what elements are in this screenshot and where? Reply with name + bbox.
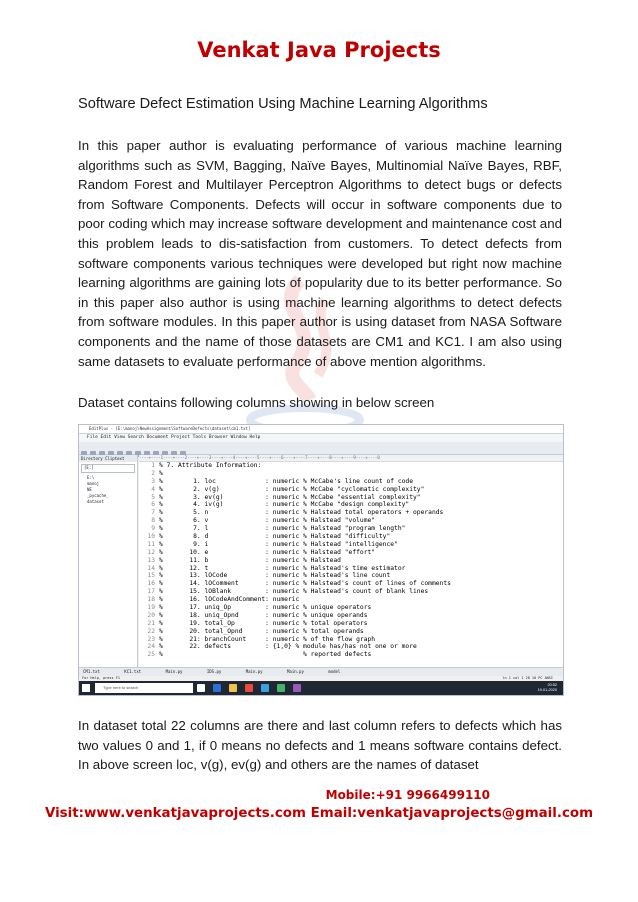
line-text: % 10. e : numeric % Halstead "effort"	[159, 548, 376, 556]
line-number: 19	[147, 604, 155, 612]
code-line	[139, 509, 563, 517]
code-line	[139, 533, 563, 541]
tree-item: E:\	[87, 475, 95, 480]
app-icon	[293, 684, 301, 692]
line-number: 3	[151, 477, 155, 485]
edge-icon	[213, 684, 221, 692]
code-line	[139, 501, 563, 509]
windows-start-icon	[82, 684, 90, 692]
line-number: 15	[147, 572, 155, 580]
panel-tabs: Directory Cliptext	[79, 455, 137, 462]
dataset-paragraph: In dataset total 22 columns are there and last column refers to defects which has two values 0 and 1, if 0 means no defects and 1 means software contains defect. In above screen loc, v(g), ev(g) and others are the names of dataset	[78, 718, 562, 773]
code-line	[139, 557, 563, 565]
line-text: % 14. lOComment : numeric % Halstead's count of lines of comments	[159, 580, 451, 588]
code-line	[139, 478, 563, 486]
line-text: % 12. t : numeric % Halstead's time estimator	[159, 564, 406, 572]
code-line	[139, 580, 563, 588]
tree-item: _pycache_	[87, 493, 109, 498]
clock-date: 19-01-2020	[537, 688, 557, 692]
status-position: ln 1 col 1 28 10 PC ANSI	[502, 676, 553, 680]
line-number: 10	[147, 533, 155, 541]
line-text: % 19. total_Op : numeric % total operators	[159, 619, 368, 627]
code-line	[139, 636, 563, 644]
line-text: % 6. v : numeric % Halstead "volume"	[159, 517, 376, 525]
line-number: 2	[151, 469, 155, 477]
line-number: 17	[147, 588, 155, 596]
line-text: % 20. total_Opnd : numeric % total operands	[159, 627, 364, 635]
line-text: % 13. lOCode : numeric % Halstead's line count	[159, 572, 391, 580]
line-number: 21	[147, 619, 155, 627]
line-text: % 4. iv(g) : numeric % McCabe "design complexity"	[159, 501, 410, 509]
directory-panel	[79, 455, 138, 667]
line-number: 5	[151, 493, 155, 501]
code-lines	[139, 462, 563, 659]
task-view-icon	[197, 684, 205, 692]
taskbar-search: Type here to search	[95, 683, 193, 693]
app-icon	[245, 684, 253, 692]
code-line	[139, 572, 563, 580]
code-line	[139, 525, 563, 533]
line-text: %	[159, 469, 163, 477]
code-line	[139, 620, 563, 628]
app-icon	[277, 684, 285, 692]
line-number: 9	[151, 525, 155, 533]
file-explorer-icon	[229, 684, 237, 692]
line-number: 12	[147, 548, 155, 556]
line-number: 14	[147, 564, 155, 572]
file-tab: KC1.txt	[124, 669, 142, 674]
code-line	[139, 604, 563, 612]
drive-select: [E:]	[81, 464, 135, 473]
tree-item: dataset	[87, 499, 104, 504]
footer-mobile: Mobile:+91 9966499110	[325, 788, 490, 802]
page-header-title: Venkat Java Projects	[197, 38, 441, 62]
menu-bar: File Edit View Search Document Project Tools Browser Window Help	[79, 434, 563, 442]
code-line	[139, 643, 563, 651]
line-text: % 17. uniq_Op : numeric % unique operators	[159, 604, 372, 612]
line-text: % 7. Attribute Information:	[159, 462, 262, 469]
line-text: % 2. v(g) : numeric % McCabe "cyclomatic complexity"	[159, 485, 425, 493]
file-tab: Main.py	[287, 669, 304, 674]
line-number: 20	[147, 611, 155, 619]
code-editor	[139, 455, 563, 667]
toolbar	[79, 442, 563, 455]
line-text: % 11. b : numeric % Halstead	[159, 556, 341, 564]
code-line	[139, 628, 563, 636]
code-line	[139, 517, 563, 525]
line-text: % 8. d : numeric % Halstead "difficulty"	[159, 533, 391, 541]
status-help: For Help, press F1	[82, 676, 120, 680]
file-tab: CM1.txt	[83, 669, 100, 674]
line-text: % % reported defects	[159, 651, 372, 659]
code-line	[139, 549, 563, 557]
code-line	[139, 565, 563, 573]
screenshot-caption: Dataset contains following columns showing in below screen	[78, 395, 435, 410]
line-text: % 5. n : numeric % Halstead total operators + operands	[159, 509, 444, 517]
line-number: 6	[151, 501, 155, 509]
windows-taskbar	[79, 681, 563, 695]
code-line	[139, 596, 563, 604]
line-number: 4	[151, 485, 155, 493]
line-number: 24	[147, 643, 155, 651]
line-number: 25	[147, 651, 155, 659]
file-tab: Main.py	[165, 669, 183, 674]
code-line	[139, 612, 563, 620]
tree-item: NE	[87, 487, 92, 492]
line-text: % 1. loc : numeric % McCabe's line count of code	[159, 477, 414, 485]
line-text: % 21: branchCount : numeric % of the flow graph	[159, 635, 376, 643]
footer-contact: Visit:www.venkatjavaprojects.com Email:venkatjavaprojects@gmail.com	[44, 806, 594, 821]
line-text: % 22. defects : {1,0} % module has/has not one or more	[159, 643, 417, 651]
line-text: % 16. lOCodeAndComment: numeric	[159, 596, 300, 604]
document-title: Software Defect Estimation Using Machine Learning Algorithms	[78, 96, 488, 112]
code-line	[139, 462, 563, 470]
code-line	[139, 588, 563, 596]
line-text: % 18. uniq_Opnd : numeric % unique operands	[159, 611, 368, 619]
file-tabs	[79, 667, 563, 676]
file-tab: IDS.py	[206, 669, 222, 674]
line-text: % 3. ev(g) : numeric % McCabe "essential complexity"	[159, 493, 421, 501]
code-line	[139, 470, 563, 478]
folder-tree	[79, 475, 137, 505]
code-line	[139, 541, 563, 549]
taskbar-clock	[538, 683, 557, 693]
file-tab: Main.py	[245, 669, 263, 674]
window-titlebar: EditPlus - [E:\manoj\NewAssignment\SoftwareDefects\dataset\cm1.txt]	[79, 425, 563, 434]
line-number: 16	[147, 580, 155, 588]
editplus-screenshot	[78, 424, 564, 696]
app-icon	[261, 684, 269, 692]
line-number: 23	[147, 635, 155, 643]
column-ruler: ----+----1----+----2----+----3----+----4----+----5----+----6----+----7----+----8----+----9----+----0	[139, 455, 563, 462]
code-line	[139, 494, 563, 502]
intro-paragraph: In this paper author is evaluating performance of various machine learning algorithms such as SVM, Bagging, Naïve Bayes, Multinomial Naïve Bayes, RBF, Random Forest and Multilayer Perceptron Algorithms to detect bugs or defects from Software Components. Defects will occur in software components due to poor coding which may increase software development and maintenance cost and this problem leads to dis-satisfaction from customers. To detect defects from software components various techniques were developed but right now machine learning algorithms are gaining lots of popularity due to its better performance. So in this paper also author is using machine learning algorithms to detect defects from software modules. In this paper author is using dataset from NASA Software components and the name of those datasets are CM1 and KC1. I am also using same datasets to evaluate performance of above mention algorithms.	[78, 138, 562, 369]
line-text: % 7. l : numeric % Halstead "program length"	[159, 525, 406, 533]
file-tab: model	[328, 669, 341, 674]
line-number: 7	[151, 509, 155, 517]
line-number: 11	[147, 540, 155, 548]
code-line	[139, 651, 563, 659]
line-text: % 9. i : numeric % Halstead "intelligence"	[159, 540, 398, 548]
clock-time: 20:52	[547, 683, 557, 687]
code-line	[139, 486, 563, 494]
line-number: 13	[147, 556, 155, 564]
line-number: 1	[151, 462, 155, 469]
line-text: % 15. lOBlank : numeric % Halstead's count of blank lines	[159, 588, 429, 596]
line-number: 8	[151, 517, 155, 525]
line-number: 18	[147, 596, 155, 604]
line-number: 22	[147, 627, 155, 635]
tree-item: manoj	[87, 481, 100, 486]
